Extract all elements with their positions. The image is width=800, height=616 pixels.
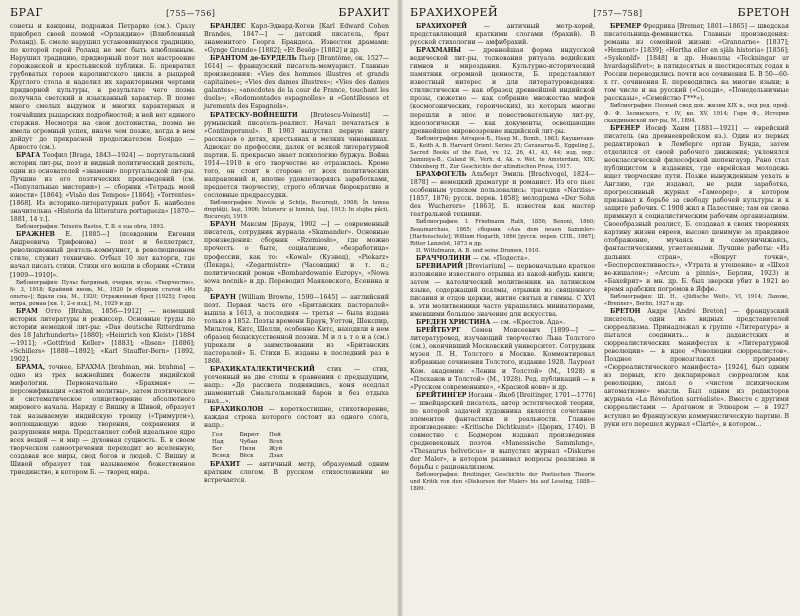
bibliography-note: Библиография: I. Friedmann Rath, 1856; Benoni, 1860; Beaumarchais, 1865; сборник «Aus dem neuen Sammler» [Harfenschule]; William Hogarth, 1866 [русск. перев. СПБ., 1867]; Ritter Lanzelot, 1873 и др. bbox=[410, 219, 595, 247]
entry-text: Отто [Brahm, 1856—1912] — немецкий историк литературы и режиссер. Основные труды по истории немецкой лит-ры: «Das deutsche Ritterdrama des 18 Jahrhunderts» [1880]; «Heinrich von Kleist» [1884—1911]; «Gottfried Keller» [1883]; «Ibsen» [1886]; «Schillers» [1888—1892]; «Karl Stauffer-Bern» [1892, 1902]. bbox=[10, 307, 195, 364]
bibliography-note: Библиография: Breitinger, Geschichte der Poetischen Theorie und Kritik von den «Diskursen der Maler» bis auf Lessing, 1888—1889. bbox=[410, 472, 595, 493]
entry-text: Андре [André Breton] — французский писатель, один из видных представителей сюрреализма. Принадлежал к группе «Литература» и пытался соединить... в дадаистских и сюрреалистических манифестах к «Литературной революции» — в идее «Революции сюрреалистов». Позднее провозгласил программу «Сюрреалистического манифеста» [1924], был одним из первых, кто декларировал сюрреализм как революцию, писал о «чистом психическом автоматизме» мысли. Был одним из редакторов журнала «La Révolution surréaliste». Вместе с другими сюрреалистами — Арагоном и Элюаром — в 1927 вступил во Французскую коммунистическую партию. В руки его перешел журнал «Clarté», в котором... bbox=[604, 307, 789, 428]
entry-headword: БРАМ bbox=[16, 307, 38, 315]
entry-headword: БРАХФОГЕЛЬ bbox=[416, 171, 467, 179]
header-right-word: БРАХИТ bbox=[338, 6, 390, 19]
entry-text: Иосиф Хаим [1881—1921] — еврейский писатель (на древнееврейском яз.). Один из первых редактировал в Лемберге орган Бунда, затем отделился от своей рабочего движения; уклонялся неоклассической философской шопенгауэр. Рано стал публицистом в изданиях, где еврейская молодежь ищет творческие пути. Позже вынужденным уехать в Англию, где издавал, не ради заработка, прогрессивный журнал «Гамеорер», в котором призывал к борьбе за свободу рабочей культуры и к защите рабочих. С 1908 жил в Палестине; там он снова примкнул к социалистическим рабочим организациям. Своеобразный реалист, Б. создавал в своих творениях картину жизни евреев, высоко ценимую за правдивое отображение, мучаясь и самоуничижаясь, фантастическими, угнетаемыми. Лучшие работы: «Из дальних стран», «Вокруг точки», «Бесперспективность», «Утрата и утешение» и «Шхол ве-кишалон»; «Arcum a pinnis», Берлин, 1923) и «Бахейрит» и мн. др. Б. был зверски убит в 1921 во время арабских погромов в Яффе. bbox=[604, 124, 789, 293]
bibliography-note: II. Wittelmann, A. B. und seine Dramen, 1910. bbox=[416, 247, 541, 254]
dictionary-entry bbox=[204, 112, 389, 201]
entry-text: Теофил [Braga, 1843—1924] — португальский историк лит-ры, поэт и видный политический деятель, один из основателей «знамени» португальской лит-ры. Лучшие из его поэтических произведений (см. «Популяльные мистерии») — сборник «Тетрадь моей юности» [1864]; «Visão dos Tempos» [1864]; «Torrentes» [1868]. Из историко-литературных работ Б. наиболее значительна «Historia da litteratura portugueza» [1870—1881, 14 т.]. bbox=[10, 151, 195, 224]
entry-headword: БРАУН bbox=[210, 293, 236, 301]
dictionary-entry bbox=[10, 308, 195, 364]
verse-word: Пей bbox=[268, 431, 281, 438]
entry-headword: БРАМА, bbox=[16, 364, 46, 372]
right-column-2 bbox=[604, 23, 789, 493]
entry-headword: БРЕЙТИНГЕР bbox=[416, 391, 467, 399]
dictionary-entry bbox=[204, 55, 389, 111]
entry-text: — см. «Подеста». bbox=[470, 254, 530, 262]
entry-headword: БРЕМЕР bbox=[610, 23, 641, 30]
header-right-word: БРЕТОН bbox=[737, 6, 790, 19]
verse-word: Вёск bbox=[239, 453, 254, 460]
dictionary-entry bbox=[604, 125, 789, 294]
entry-text: Фредрика [Bremer, 1801—1865] — шведская писательница-феминистка. Главные произведения: романы из семейной жизни: «Grannarne» [1837]; «Hemmet» [1839]; «Hertha eller en själs historia» [1856]; «Syskonlif» [1848] и др. Новеллы «Teckningar ur hvardagslifvet»; в пятидесятых и шестидесятых годах в России переводились почти все сочинения Б. В 50—60-х гг. сочинения Б. переводились на многие языки; в том числе и на русский («Соседи», «Понедельничные рассказы», «Семейство Г***»). bbox=[604, 23, 789, 103]
running-header bbox=[10, 6, 390, 20]
entry-headword: БРАХМАНЫ bbox=[416, 47, 461, 55]
left-column-2 bbox=[204, 23, 389, 485]
verse-word: Чубан bbox=[239, 438, 258, 445]
entry-text: Е. [1885—] (псевдоним Евгении Андреевича Трифонова) — поэт и беллетрист, революционный деятель-коммунист, в революционном стиле, служит технично. Отбыл 10 лет каторги, где начал писать стихи. Стихи его вошли в сборник «Стихи [1909—1910]». bbox=[10, 231, 195, 279]
entry-text: Семен Моисеевич [1899—] — литературовед, изучающий творчество Льва Толстого (см.), окончивший Московский университет. Сотрудник музея Л. Н. Толстого в Москве. Комментировал избранные сочинения Толстого, издание 1928. Лауреат Ком. академии: «Ленин и Толстой» (М., 1928) и «Плеханов и Толстой» (М., 1928). Ред. публикаций — в «Русском современнике», «Красной нови» и др. bbox=[410, 327, 595, 391]
verse-word: Жуй bbox=[268, 445, 283, 452]
dictionary-entry bbox=[204, 461, 389, 485]
dictionary-entry bbox=[204, 23, 389, 55]
entry-text: точнее, БРАХМА [brahman, мн. brahma] — одно из трех важнейших божеств индийской мифологии. Первоначально «Брахман» — персонификация «святой молитвы», затем поэтическое и систематическое олицетворение абсолютного мирового начала. Наряду с Вишну и Шивой, образует так называемую индийскую троицу («Тримурти»), воплощающую идею творения, сохранения и разрушения мира. Представляет собой идеальное ядро всех вещей — и мир — духовная сущность. Б. в своем творческом самоотречении переходит во вселенную, создавая все миры, свод богов и людей. С Вишну и Шивой образует так называемое божественное триединство, в котором Б. — творец мира. bbox=[10, 364, 195, 476]
entry-text: Максим [Браун, 1902 —] — современный писатель, сотрудник журнала «Skamander». Основные произведения: сборник «Rzemiosło», где можно прочесть о быте, социализме, «безработица» профессии, как то: «Kowal» (Кузнец), «Piekarz» (Пекарь), «Zegarmistrz» (Часовщик) и т. п.; политический роман «Bombardowanie Europy», «Nowa sowa nocnik» и др. Переводил Маяковского, Есенина и др. bbox=[204, 221, 389, 293]
verse-word: Пили bbox=[239, 445, 256, 452]
dictionary-entry bbox=[410, 263, 595, 319]
entry-text: — см. «Крестов. Ада». bbox=[490, 319, 565, 327]
header-left-word: БРАГ bbox=[10, 6, 44, 19]
header-column-numbers: [755—756] bbox=[166, 9, 216, 18]
verse-word: Дзах bbox=[268, 453, 284, 460]
bibliography-note: Библиография: Пульс багряный, очерки, музы. «Творчество», № 3, 1918; Крайний вновь, М., 1920 [в сборник статей «Из опыта»]; Вдали сна, М., 1920; Отраженный бред [1925]; Город ветра, роман [кн. 1, 2-е изд.], М., 1929 и др. bbox=[10, 279, 195, 307]
entry-text: Иоганн - Якоб [Breitinger, 1701—1776] — швейцарский писатель, автор эстетической теории, по которой задачей художника является сочетание элементов фантастики и реальности. Главное произведение: «Kritische Dichtkunst» (Цюрих, 1740). В совместно с Бодмером издавал произведения средневековых поэтов «Manessische Sammlung», «Thesaurus helveticus» и выпустил журнал «Diskurse der Maler», в котором развивал вопросы реализма и борьбы с рационализмом. bbox=[410, 391, 595, 472]
left-column-1 bbox=[10, 23, 195, 485]
entry-text: — античный метр, образуемый одним кратким слогом. В русском стихосложении не встречается. bbox=[204, 461, 389, 485]
dictionary-entry bbox=[410, 255, 595, 263]
dictionary-entry bbox=[204, 406, 389, 430]
verse-word: Бирют bbox=[239, 431, 259, 438]
entry-headword: БРЕДЕН ХРИСТИНА bbox=[416, 319, 491, 327]
entry-headword: БРАГА bbox=[16, 151, 41, 159]
entry-headword: БРЕЙТБУРГ bbox=[416, 327, 461, 335]
entry-text: Альберт Эмиль [Brachvogel, 1824—1878] — немецкий драматург и романист. Из его пьес особенным успехом пользовались: трагедия «Narziss» [1857, 1876; русск. перев. 1858]; мелодрама «Der Sohn des Wucherers» [1863]. Б. известен как мастер театральной техники. bbox=[410, 171, 595, 219]
verse-word: Над bbox=[212, 438, 224, 445]
entry-headword: БРАЧЧОЛИНИ bbox=[416, 254, 471, 262]
dictionary-entry bbox=[410, 392, 595, 472]
verse-word: Гол bbox=[212, 431, 223, 438]
entry-headword: БРАХИХОРЕЙ bbox=[416, 23, 468, 30]
verse-word: Бег bbox=[212, 445, 223, 452]
entry-headword: БРАХИТ bbox=[210, 461, 241, 469]
entry-headword: БРАНДЕС bbox=[210, 23, 246, 30]
entry-headword: БРЕВИАРИЙ bbox=[416, 262, 464, 270]
entry-text: [Bratescu-Voinesti] — румынский писатель-реалист. Начал печататься в «Contimporanul». В 1903 выпустил первую книгу рассказов о детях, крестьянах и мелких чиновниках. Адвокат по профессии, далек от всякой литературной партии. Б. прекрасно знает психологию буржуа. Война 1914—1918 в его творчестве не отразилась. Кроме того, он стоит в стороне от всех политических направлений и, вполне удовлетворяясь заработками, предается творчеству, строго обличая бюрократию и сословные предрассудки. bbox=[204, 111, 389, 199]
dictionary-entry bbox=[10, 364, 195, 477]
book-gutter bbox=[397, 0, 403, 616]
entry-headword: БРАХИКОЛОН bbox=[210, 406, 264, 414]
dictionary-entry bbox=[10, 152, 195, 224]
bibliography-note: Библиография: Полный свод док. жизни XIX в., под ред. проф. Ф. Ф. Зелинского, т. IV, кн. XV, 1914; Горн Ф., Истории скандинавской лит-ры, М., 1894. bbox=[604, 103, 789, 124]
header-left-word: БРАХИХОРЕЙ bbox=[410, 6, 499, 19]
verse-word: Вслед bbox=[212, 453, 230, 460]
verse-word: Всех bbox=[268, 438, 283, 445]
bibliography-note: Библиография: Teixeira Bastos, T. B. e sua obra, 1893. bbox=[16, 224, 165, 231]
dictionary-entry bbox=[604, 308, 789, 429]
entry-text: — античный метр-хорей, представляющий краткими слогами (брахий). В русской стихологии — амфибрахий. bbox=[410, 23, 595, 47]
dictionary-entry bbox=[10, 23, 195, 152]
dictionary-entry bbox=[410, 171, 595, 219]
entry-headword: БРАТЕСКУ-ВОЙНЕШТИ bbox=[210, 111, 298, 119]
entry-text: [Breviarium] — первоначально краткое изложение известного отрывка из какой-нибудь книги; затем — католический молитвенник на латинском языке, содержащий псалмы, отрывки из священного писания и отцов церкви, житие святых и гимны. С XVI в. эти молитвенники часто украшались миниатюрами, имевшими большое значение для искусства. bbox=[410, 262, 595, 319]
bibliography-note: Библиография: Nuvele şi Schiţe, Bucureşti, 1908; În lumea dreptăţii, Iaşi, 1906; Întuneric şi lumină, Iaşi, 1913; In slujba păcii, Bucureşti, 1919. bbox=[204, 200, 389, 221]
entry-text: — древнейшая форма индусской ведической лит-ры, толкования ритуала ведийских гимнов и мироздания. Культурно-исторический памятник огромной ценности, Б. представляют известный интерес и для литературоведения: стилистически — как образец древнейшей индийской прозы, сюжетно — как собрание множества мифов (космогонических, героических), из которых многие перешли в эпос и повествовательную лит-ру, идеологически — как документы, освещающие древнейшее мировоззрение индийской лит-ры. bbox=[410, 47, 595, 135]
entry-headword: БРЕНЕР bbox=[610, 124, 640, 132]
right-page bbox=[400, 0, 800, 616]
entry-headword: БРЕТОН bbox=[610, 307, 641, 315]
verse-example bbox=[212, 432, 389, 461]
entry-text: стих — стих, усеченный на две стопы в сравнении с предыдущим, напр.: «До рассвета поднявшись, коня оседлал знаменитый Смальгольмский барон и без отдыха гнал...». bbox=[204, 366, 389, 406]
dictionary-entry bbox=[204, 294, 389, 366]
entry-headword: БРАХИКАТАЛЕКТИЧЕСКИЙ bbox=[210, 366, 315, 374]
dictionary-entry bbox=[410, 47, 595, 136]
right-column-1 bbox=[410, 23, 595, 493]
entry-headword: БРАНТОМ де-БУРДЕЛЬ bbox=[210, 55, 297, 63]
running-header bbox=[410, 6, 790, 20]
header-column-numbers: [757—758] bbox=[593, 9, 643, 18]
dictionary-entry bbox=[204, 366, 389, 406]
dictionary-entry bbox=[204, 221, 389, 293]
entry-text: сонеты и канцоны, подражая Петрарке (см.). Сразу приобрел своей поэмой «Орландино» (Влюбленный Роланд). Б. смело нарушил установившуюся традицию, по которой герой Роланд не мог быть влюбленным. Нарушил традицию, придворный поэт пел настроение горожанской и крестьянской публики. Б. превратил грубоватых героев каролингского цикла в рыцарей Круглого стола и наделил их характерными чертами придворной культуры, в результате чего поэма получила светский и изысканный характер. В поэме много смелых выдумок и многих характерных и тончайших рыцарских подробностей; в ней нет единого стержня. Несмотря на свои достоинства, поэма не имела огромный успех, иначе чем позже, когда в нем дойдут до прекрасной продолжателем Боярдо — Ариосто (см.). bbox=[10, 23, 195, 151]
dictionary-entry bbox=[604, 23, 789, 103]
dictionary-entry bbox=[410, 327, 595, 391]
bibliography-note: Библиография: Ш. Н., «Jüdische Welt», VI, 1914; Лахове, «Brenner», Berlin, 1927 и др. bbox=[604, 293, 789, 307]
bibliography-note: Библиография: Айтарея-Б., Haug M., Bomb., 1863; Каушитаки-Б., Keith A. B. Harvard Orient. Series 25; Сатапатха-Б., Eggeling J., Sacred Books of the East, vv. 12, 26, 41, 43, 44; изд. пер.: Jaiminiya-B., Caland W., Verh. d. Ak. v. Wet. te Amsterdam, XIX; Oldenberg H., Zur Geschichte der altindischen Prosa, 1917. bbox=[410, 135, 595, 171]
entry-headword: БРАЖНЕВ bbox=[16, 231, 55, 239]
entry-text: Карл-Эдвард-Коген [Karl Edward Cohen Brandes, 1847—] — датский писатель, брат знаменитого Георга Брандеса. Известен драмами: «Gynge Grunde» [1882]; «Et Besög» [1882] и др. bbox=[204, 23, 389, 55]
entry-headword: БРАУН bbox=[210, 221, 236, 229]
entry-text: Пьер [Brantôme, ок. 1527—1614] — французский писатель-мемуарист. Главные произведения: «Vies des hommes illustres et grands capitaines»; «Vies des dames illustres»; «Vies des dames galantes»; «anecdotes de la cour de France, touchant les duels»; «Rodomontades espagnolles» и «Gentillesses et jurements des Espagnols». bbox=[204, 55, 389, 111]
entry-text: [William Browne, 1590—1645] — английский поэт. Первая часть его «Британских пасторалей» вышла в 1613, а последняя — третья — была издана только в 1852. Поэты времени Браун, Уоттон, Шекспир, Мильтон, Китс, Шелли, особенно Китс, находили в нем образец безыскусственной поэзии. М и л ь т о н а (см.) упрекали в заимствовании из «Британских пасторалей» Б. Стихи Б. изданы в последний раз в 1868. bbox=[204, 293, 389, 366]
dictionary-entry bbox=[10, 231, 195, 279]
dictionary-entry bbox=[410, 23, 595, 47]
entry-text: — короткостишие, стихотворение, каждая строка которого состоит из одного слога, напр.: bbox=[204, 406, 389, 430]
